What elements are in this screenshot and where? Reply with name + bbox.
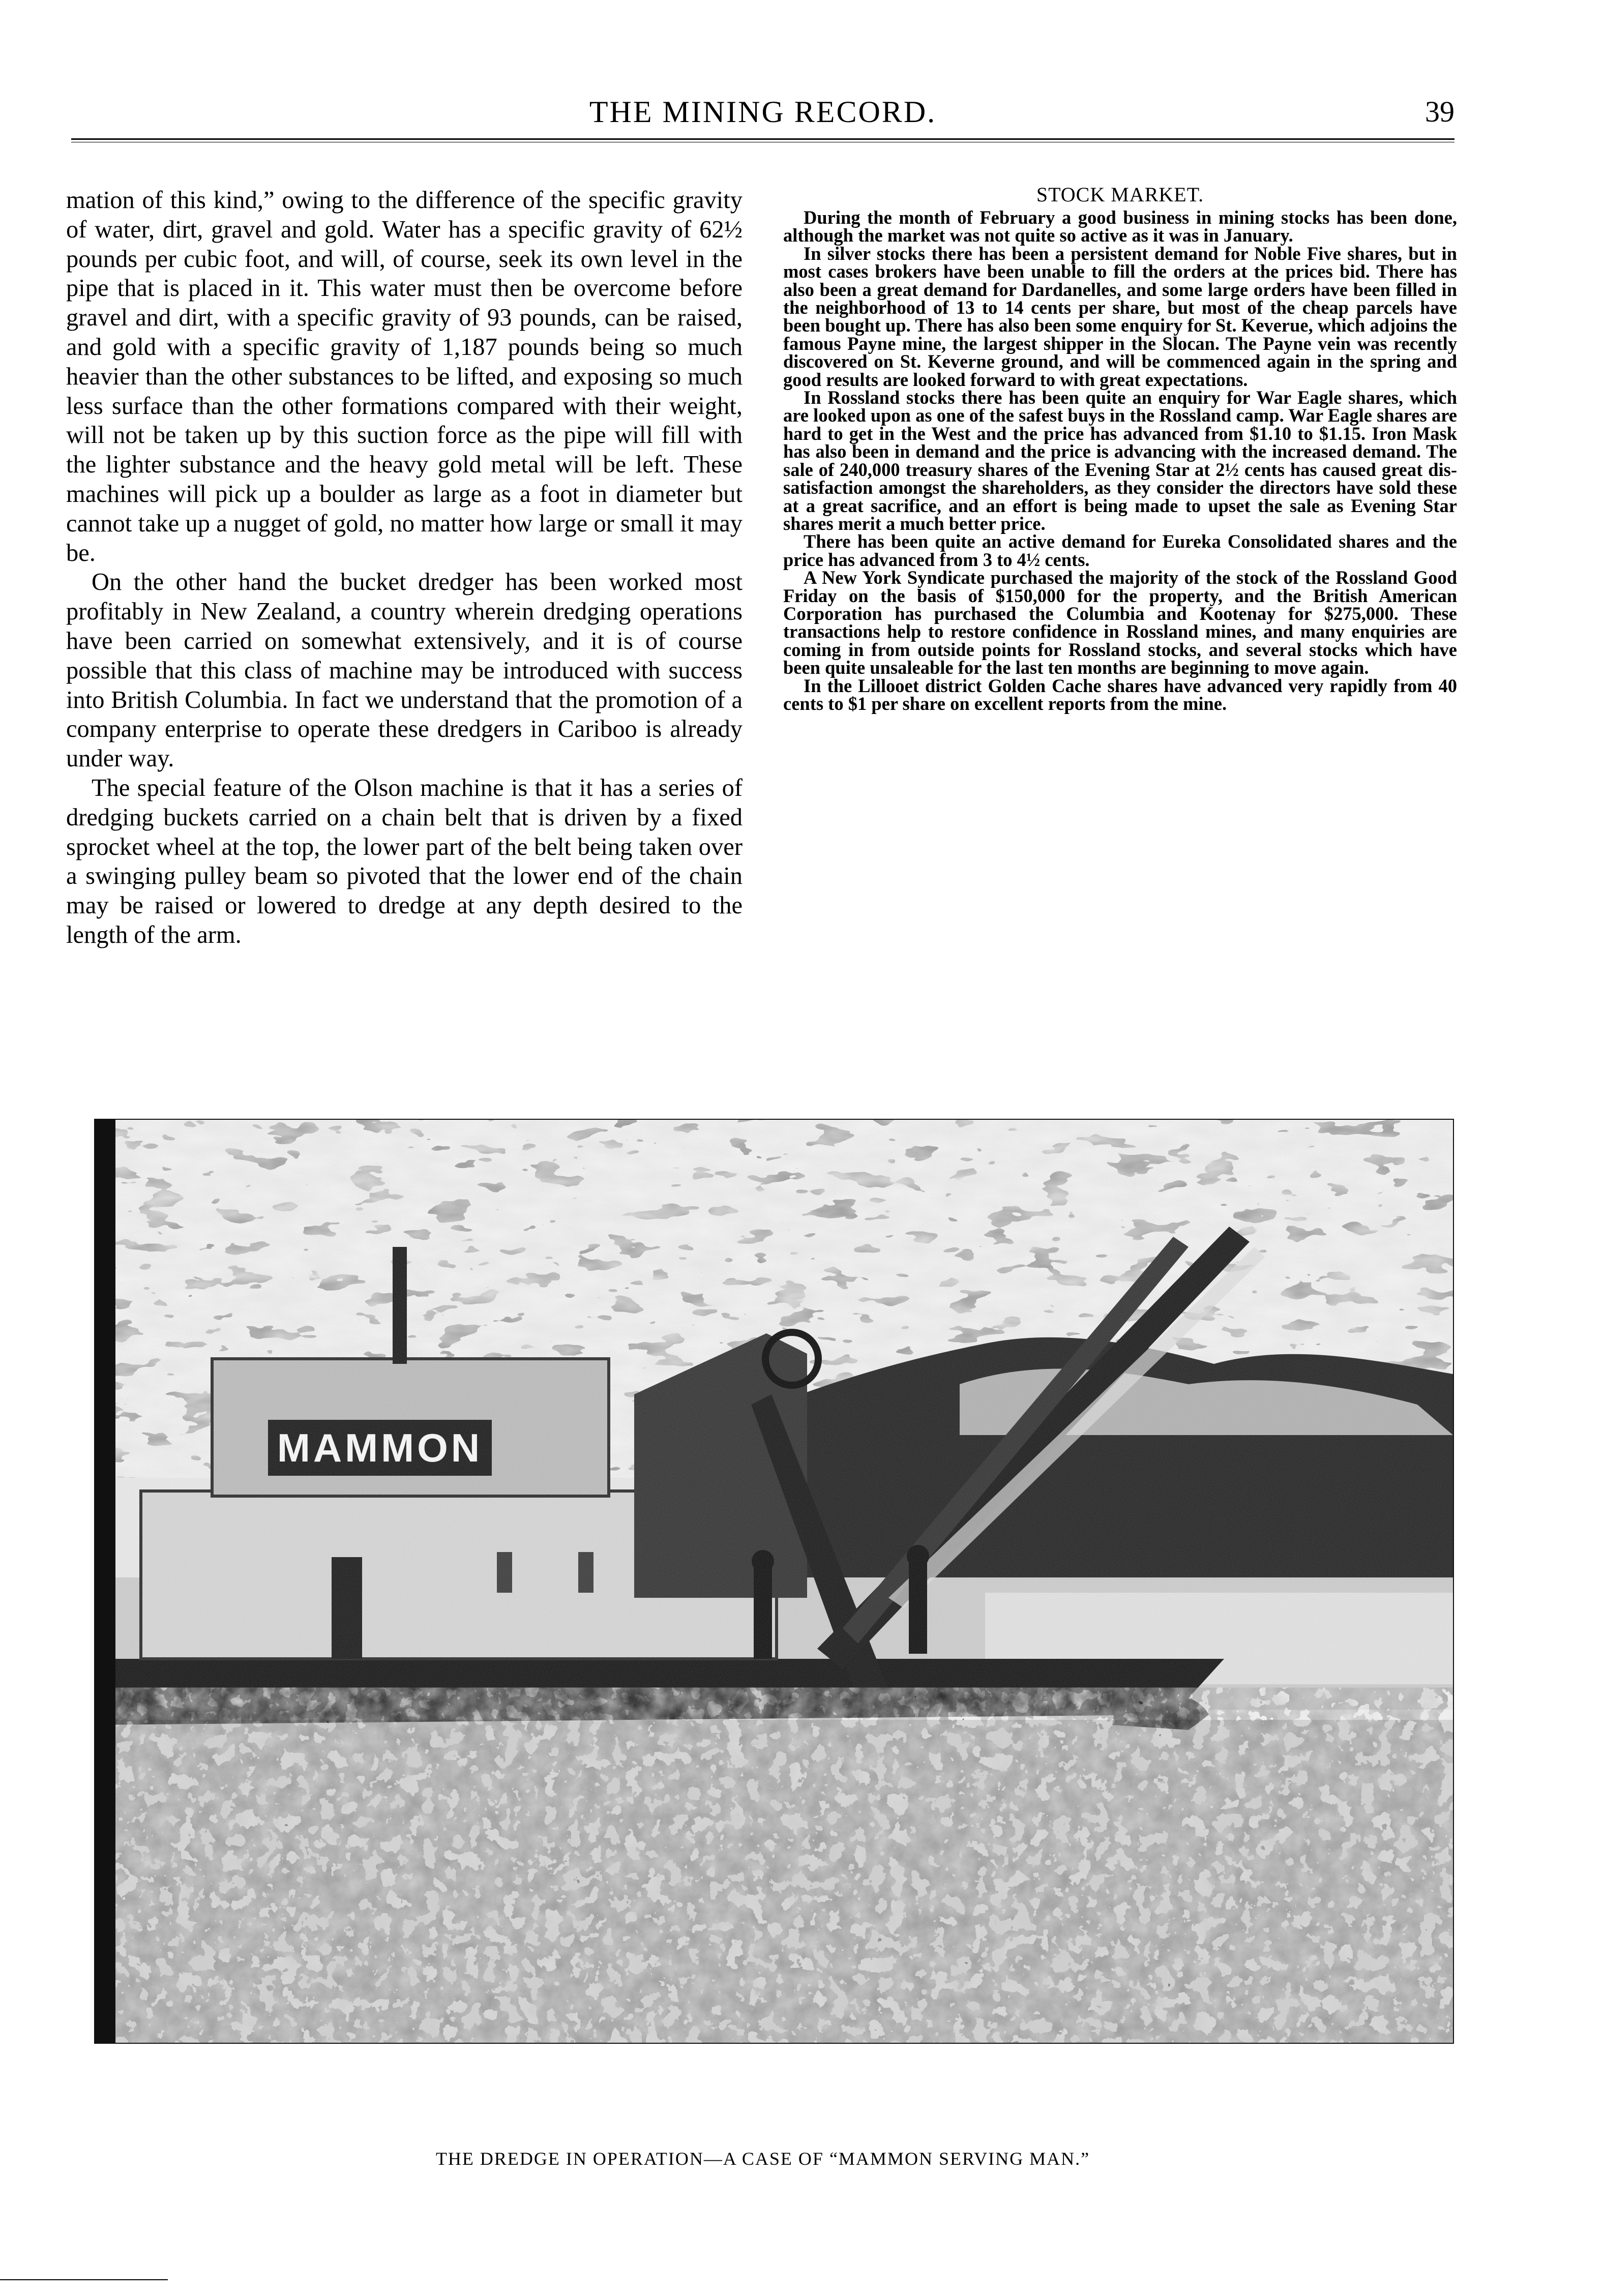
left-column <box>66 186 743 1081</box>
section-heading: STOCK MARKET. <box>1036 183 1204 206</box>
paragraph: mation of this kind,” owing to the difference of the specific gravity of water, dirt, gravel and gold. Water has a specific gravity of 62½ pounds per cubic foot, and will, of course, seek its own level in the pipe that is placed in it. This water must then be overcome before gravel and dirt, with a specific gravity of 93 pounds, can be raised, and gold with a specific gravity of 1,187 pounds being so much heavier than the other substances to be lifted, and exposing so much less surface than the other formations compared with their weight, will not be taken up by this suction force as the pipe will fill with the lighter substance and the heavy gold metal will be left. These machines will pick up a boulder as large as a foot in diameter but cannot take up a nugget of gold, no matter how large or small it may be. <box>66 187 743 566</box>
page-number: 39 <box>1425 95 1454 128</box>
paragraph: During the month of February a good business in mining stocks has been done, although the market was not quite so active as it was in January. <box>783 207 1457 246</box>
paragraph: The special feature of the Olson machine is that it has a series of dredging buckets carried on a chain belt that is driven by a fixed sprocket wheel at the top, the lower part of the belt being taken over a swinging pulley beam so pivoted that the lower end of the chain may be raised or lowered to dredge at any depth desired to the length of the arm. <box>66 774 743 948</box>
paragraph: In silver stocks there has been a persistent demand for Noble Five shares, but in most cases brokers have been unable to fill the orders at the prices bid. There has also been a great demand for Dardanelles, and some large orders have been filled in the neighborhood of 13 to 14 cents per share, but most of the cheap parcels have been bought up. There has also been some enquiry for St. Keverue, which adjoins the famous Payne mine, the largest shipper in the Slocan. The Payne vein was recently discovered on St. Keverne ground, and will be commenced again in the spring and good results are looked forward to with great expectations. <box>783 243 1457 390</box>
page-header <box>71 89 1454 135</box>
bottom-rule <box>0 2279 168 2280</box>
paragraph: In Rossland stocks there has been quite an enquiry for War Eagle shares, which are looked upon as one of the safest buys in the Rossland camp. War Eagle shares are hard to get in the West and the price has advanced from $1.10 to $1.15. Iron Mask has also been in demand and the price is advancing with the increased demand. The sale of 240,000 treasury shares of the Evening Star at 2½ cents has caused great dis-satisfaction amongst the shareholders, as they consider the directors have sold these at a great sacrifice, and an effort is being made to upset the sale as Evening Star shares merit a much better price. <box>783 387 1457 534</box>
paragraph: In the Lillooet district Golden Cache shares have advanced very rapidly from 40 cents to $1 per share on excellent reports from the mine. <box>783 675 1457 714</box>
journal-title: THE MINING RECORD. <box>589 95 937 129</box>
paragraph: There has been quite an active demand for Eureka Consolidated shares and the price has advanced from 3 to 4½ cents. <box>783 531 1457 570</box>
right-column <box>783 183 1457 1083</box>
dredge-photograph <box>94 1119 1454 2044</box>
dredge-photo-illustration <box>95 1120 1453 2043</box>
paragraph: A New York Syndicate purchased the majority of the stock of the Rossland Good Friday on the basis of $150,000 for the property, and the British American Corporation has purchased the Columbia and Kootenay for $275,000. These transactions help to restore confidence in Rossland mines, and many enquiries are coming in from outside points for Rossland stocks, and several stocks which have been quite unsaleable for the last ten months are beginning to move again. <box>783 567 1457 678</box>
figure-caption: THE DREDGE IN OPERATION—A CASE OF “MAMMON SERVING MAN.” <box>435 2149 1090 2169</box>
header-rule <box>71 138 1454 142</box>
paragraph: On the other hand the bucket dredger has been worked most profitably in New Zealand, a country wherein dredging operations have been carried on somewhat extensively, and it is of course possible that this class of machine may be introduced with success into British Columbia. In fact we understand that the promotion of a company enterprise to operate these dredgers in Cariboo is already under way. <box>66 569 743 772</box>
